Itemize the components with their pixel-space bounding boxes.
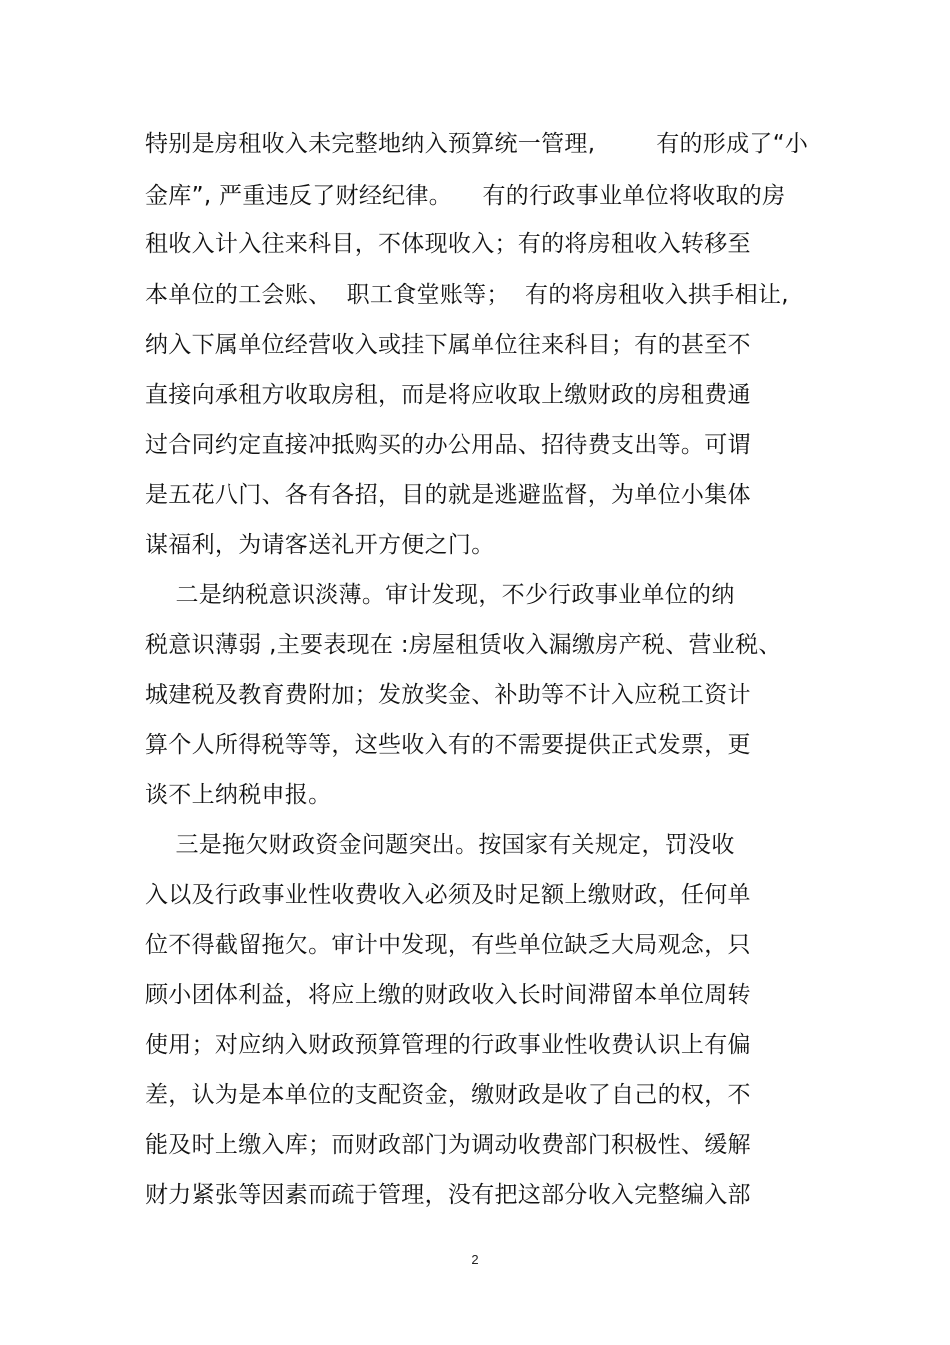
text-line: 谈不上纳税申报。 <box>145 782 332 808</box>
text-line: 纳入下属单位经营收入或挂下属单位往来科目；有的甚至不 <box>145 332 751 358</box>
text-line: 使用；对应纳入财政预算管理的行政事业性收费认识上有偏 <box>145 1032 751 1058</box>
page-number: 2 <box>471 1252 479 1267</box>
text-line: 直接向承租方收取房租，而是将应收取上缴财政的房租费通 <box>145 382 751 408</box>
text-line: 城建税及教育费附加；发放奖金、补助等不计入应税工资计 <box>145 682 751 708</box>
text-line: 谋福利，为请客送礼开方便之门。 <box>145 532 495 558</box>
text-line: 财力紧张等因素而疏于管理，没有把这部分收入完整编入部 <box>145 1182 751 1208</box>
text-line: 顾小团体利益，将应上缴的财政收入长时间滞留本单位周转 <box>145 982 751 1008</box>
text-line: 租收入计入往来科目，不体现收入；有的将房租收入转移至 <box>145 231 751 257</box>
text-line: 本单位的工会账、 职工食堂账等； 有的将房租收入拱手相让, <box>145 282 789 308</box>
text-line: 过合同约定直接冲抵购买的办公用品、招待费支出等。可谓 <box>145 432 751 458</box>
text-line: 税意识薄弱 ,主要表现在 :房屋租赁收入漏缴房产税、营业税、 <box>145 632 782 658</box>
text-line: 特别是房租收入未完整地纳入预算统一管理, 有的形成了“小 <box>145 131 809 157</box>
text-line: 入以及行政事业性收费收入必须及时足额上缴财政，任何单 <box>145 882 751 908</box>
text-line: 差，认为是本单位的支配资金，缴财政是收了自己的权，不 <box>145 1082 751 1108</box>
text-line: 位不得截留拖欠。审计中发现，有些单位缺乏大局观念，只 <box>145 932 751 958</box>
text-line: 算个人所得税等等，这些收入有的不需要提供正式发票，更 <box>145 732 751 758</box>
text-line: 能及时上缴入库；而财政部门为调动收费部门积极性、缓解 <box>145 1132 751 1158</box>
text-line: 金库”, 严重违反了财经纪律。 有的行政事业单位将收取的房 <box>145 183 786 209</box>
text-line: 是五花八门、各有各招，目的就是逃避监督，为单位小集体 <box>145 482 751 508</box>
paragraph-start-line: 二是纳税意识淡薄。审计发现，不少行政事业单位的纳 <box>145 582 735 608</box>
paragraph-start-line: 三是拖欠财政资金问题突出。按国家有关规定，罚没收 <box>145 832 735 858</box>
